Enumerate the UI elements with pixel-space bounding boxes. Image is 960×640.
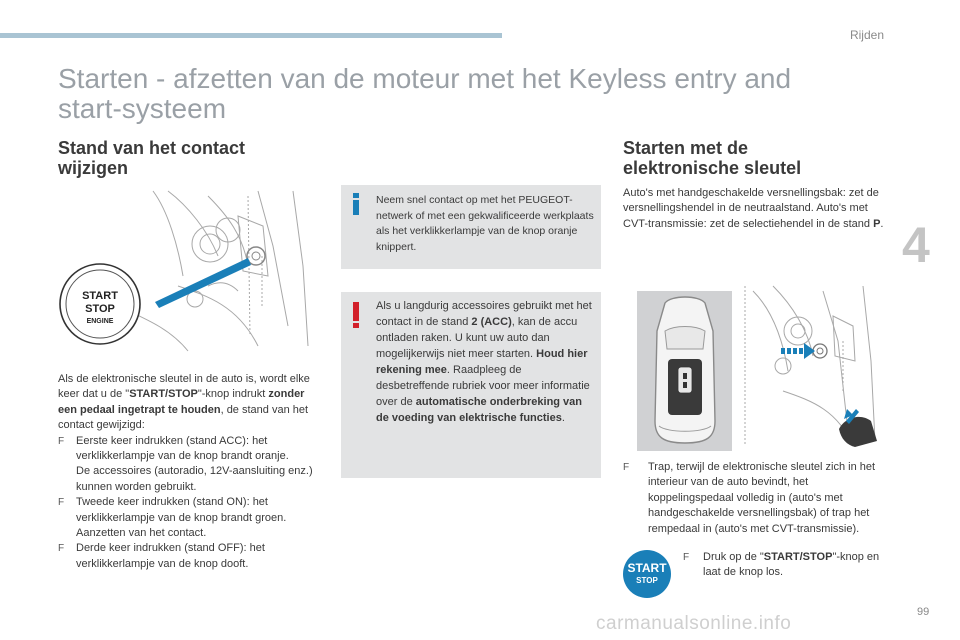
step-2-text-2: "-knop en laat de knop los.: [703, 551, 880, 579]
step-1: [623, 460, 885, 537]
right-intro-bold: P: [873, 217, 881, 230]
list-item: [58, 541, 320, 572]
step-2-text: [683, 550, 883, 581]
start-button-icon-label: START: [627, 561, 667, 575]
stop-button-label: STOP: [85, 303, 115, 315]
list-item-subtext: De accessoires (autoradio, 12V-aansluiting enz.) kunnen worden gebruikt.: [76, 465, 313, 493]
warning-text: [376, 298, 594, 426]
header-accent-bar: [0, 33, 502, 38]
info-text: Neem snel contact op met het PEUGEOT-netwerk of met een gekwalificeerde werkplaats als het verklikkerlampje van de knop oranje knippert.: [376, 194, 594, 253]
page-title: Starten - afzetten van de moteur met het Keyless entry and start-systeem: [58, 63, 792, 124]
page-number: 99: [917, 606, 930, 618]
bullet-icon: F: [58, 497, 65, 509]
bullet-icon: F: [58, 543, 65, 555]
info-icon: [352, 193, 360, 217]
chapter-number: 4: [902, 217, 930, 273]
start-stop-button-icon: [623, 550, 671, 598]
car-top-view-illustration: [637, 291, 732, 451]
intro-text-1: Als de elektronische sleutel in de auto is, wordt elke keer dat u de ": [58, 373, 310, 401]
intro-bold-1: START/STOP: [129, 388, 198, 401]
warning-text-1: Als u langdurig accessoires gebruikt met het contact in de stand: [376, 300, 592, 328]
dashboard-illustration: [743, 281, 885, 451]
press-sequence-list: [58, 434, 320, 573]
warning-bold-2: Houd hier rekening mee: [376, 348, 588, 376]
right-intro-text-2: .: [880, 217, 884, 230]
list-item-text: Eerste keer indrukken (stand ACC): het verklikkerlampje van de knop brandt oranje.: [76, 434, 289, 463]
intro-text-3: , de stand van het contact gewijzigd:: [58, 403, 309, 432]
step-1-text: Trap, terwijl de elektronische sleutel zich in het interieur van de auto bevindt, het koppelingspedaal volledig in (auto's met handgeschakelde versnellingsbak) of trap het rempedaal in (auto's met CVT-transmissie).: [648, 461, 876, 535]
bullet-icon: F: [683, 552, 690, 563]
warning-bold-3: automatische onderbreking van de voeding van elektrische functies: [376, 396, 583, 424]
intro-bold-2: zonder een pedaal ingetrapt te houden: [58, 388, 305, 416]
warning-box: [341, 292, 601, 478]
left-heading: Stand van het contact wijzigen: [58, 138, 246, 178]
bullet-icon: F: [58, 435, 65, 447]
list-item-text: Derde keer indrukken (stand OFF): het verklikkerlampje van de knop dooft.: [76, 542, 265, 570]
step-2-text-1: Druk op de ": [703, 551, 764, 563]
right-intro: [623, 186, 885, 232]
list-item-subtext: Aanzetten van het contact.: [76, 527, 207, 540]
list-item-text: Tweede keer indrukken (stand ON): het verklikkerlampje van de knop brandt groen.: [76, 496, 287, 524]
step-2-bold: START/STOP: [763, 551, 833, 563]
stop-button-icon-label: STOP: [636, 576, 658, 585]
engine-button-label: ENGINE: [86, 318, 114, 325]
left-intro: [58, 372, 320, 434]
warning-text-4: .: [561, 412, 565, 424]
warning-text-2: , kan de accu ontladen raken. U kunt uw auto dan mogelijkerwijs niet meer starten.: [376, 316, 578, 360]
start-button-label: START: [82, 290, 118, 302]
list-item: [58, 434, 320, 496]
warning-bold-1: 2 (ACC): [471, 316, 512, 328]
list-item: [58, 495, 320, 541]
bullet-icon: F: [623, 462, 630, 473]
info-box: [341, 185, 601, 269]
warning-text-3: . Raadpleeg de desbetreffende rubriek voor meer informatie over de: [376, 364, 590, 408]
right-heading: Starten met de elektronische sleutel: [623, 138, 802, 178]
warning-icon: [353, 302, 359, 328]
right-intro-text-1: Auto's met handgeschakelde versnellingsbak: zet de versnellingshendel in de neutraalstand. Auto's met CVT-transmissie: zet de selectiehendel in de stand: [623, 187, 879, 230]
section-title: Rijden: [849, 28, 884, 42]
watermark: carmanualsonline.info: [596, 613, 792, 634]
ignition-illustration: [58, 186, 318, 358]
intro-text-2: "-knop indrukt: [197, 388, 269, 401]
step-2: [683, 550, 883, 581]
left-body: [58, 372, 320, 572]
